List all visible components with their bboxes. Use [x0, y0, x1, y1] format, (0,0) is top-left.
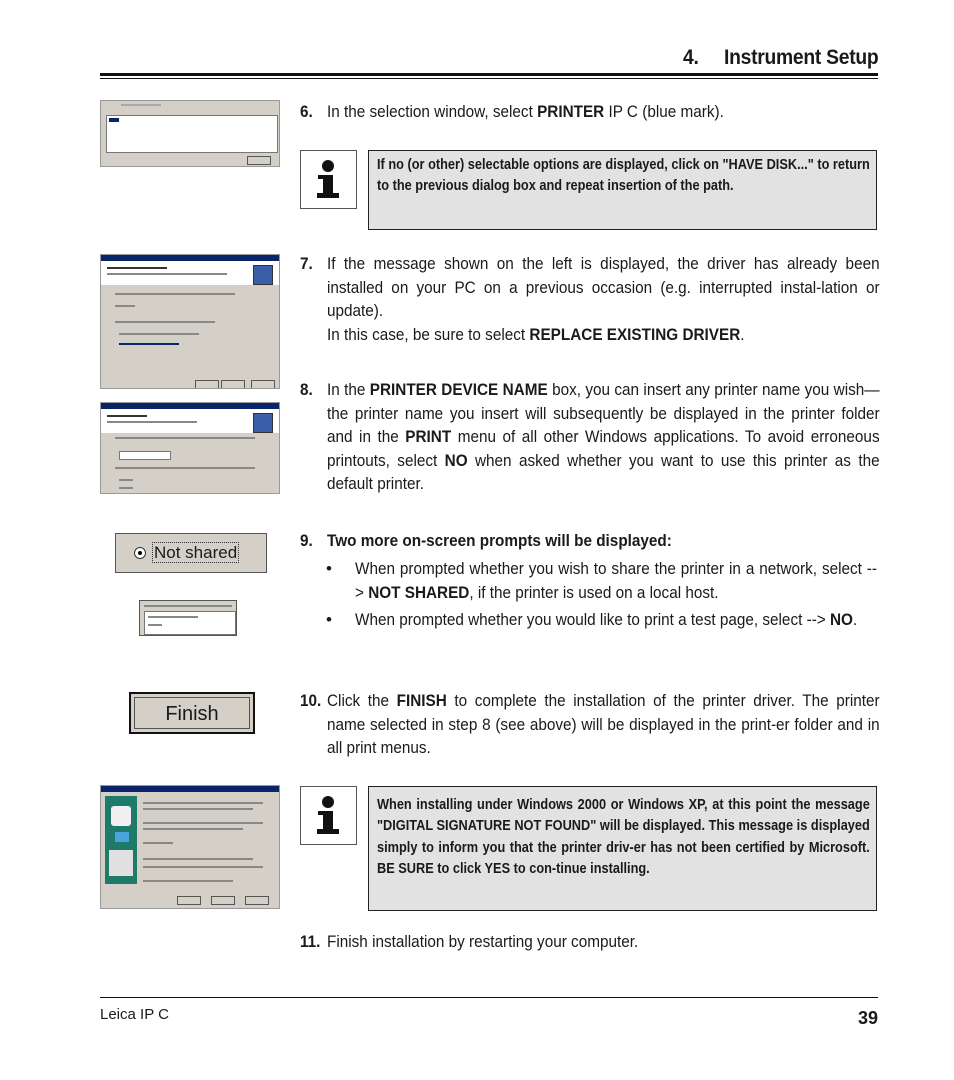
- step-text: IP C (blue mark).: [604, 102, 724, 121]
- step-text: When prompted whether you would like to print a test page, select -->: [355, 610, 830, 629]
- step-keyword: PRINTER DEVICE NAME: [369, 380, 548, 399]
- step-keyword: PRINT: [405, 427, 452, 446]
- step-text: , if the printer is used on a local host.: [469, 582, 719, 602]
- info-icon: [300, 786, 357, 845]
- note-text: When installing under Windows 2000 or Windows XP, at this point the message "DIGITAL SIGNATURE NOT FOUND" will be displayed. This message is displayed simply to inform you that the printer driv-er has not been certified by Microsoft. BE SURE to click YES to con-tinue installing.: [377, 797, 870, 877]
- page-number: 39: [857, 1008, 878, 1028]
- step-number: 10.: [300, 691, 322, 710]
- step-number: 11.: [300, 932, 321, 951]
- step-7: [300, 252, 880, 346]
- note-text: If no (or other) selectable options are displayed, click on "HAVE DISK..." to return to the previous dialog box and repeat insertion of the path.: [377, 157, 870, 195]
- step-number: 6.: [300, 102, 313, 121]
- finish-button-screenshot: [129, 692, 255, 734]
- step-text: In this case, be sure to select: [327, 324, 530, 344]
- bullet-item: [355, 608, 877, 632]
- step-keyword: PRINTER: [537, 102, 605, 121]
- step-text: In the: [327, 380, 370, 399]
- step-text: If the message shown on the left is displayed, the driver has already been installed on your PC on a previous occasion (e.g. interrupted instal-lation or update).: [327, 254, 880, 320]
- test-page-screenshot: [139, 600, 237, 636]
- step-number: 9.: [300, 531, 313, 550]
- step-text: box, you can insert any printer name you wish—the printer name you insert will subsequently be displayed in the printer folder and in the: [327, 380, 880, 446]
- digital-signature-screenshot: [100, 785, 280, 909]
- step-text: When prompted whether you wish to share the printer in a network, select -->: [355, 559, 877, 602]
- step-text: Finish installation by restarting your computer.: [327, 932, 639, 951]
- existing-driver-screenshot: [100, 254, 280, 389]
- step-text: menu of all other Windows applications. To avoid erroneous printouts, select: [327, 427, 880, 470]
- footer-product-name: Leica IP C: [100, 1006, 169, 1023]
- step-number: 8.: [300, 380, 313, 399]
- note-box: [368, 786, 877, 911]
- header-rule-thick: [100, 73, 878, 76]
- step-9: [300, 529, 880, 553]
- info-icon: [300, 150, 357, 209]
- footer-rule: [100, 997, 878, 998]
- step-text: to complete the installation of the printer driver. The printer name selected in step 8 (see above) will be displayed in the print-er folder and in all print menus.: [327, 691, 880, 757]
- step-number: 7.: [300, 254, 313, 273]
- section-title: 4. Instrument Setup: [682, 46, 878, 69]
- step-10: [300, 689, 880, 760]
- finish-label: Finish: [165, 703, 219, 725]
- step-text: when asked whether you want to use this printer as the default printer.: [327, 450, 880, 493]
- step-8: [300, 378, 880, 496]
- bullet-glyph: •: [326, 610, 332, 629]
- step-keyword: FINISH: [396, 691, 447, 710]
- step-text: .: [852, 610, 858, 629]
- step-6: [300, 100, 880, 124]
- step-11: [300, 930, 880, 954]
- step-heading: Two more on-screen prompts will be displayed:: [327, 531, 672, 550]
- step-keyword: NO: [829, 610, 853, 629]
- step-text: Click the: [327, 691, 397, 710]
- note-box: [368, 150, 877, 230]
- step-text: .: [740, 324, 745, 344]
- not-shared-radio-screenshot: [115, 533, 267, 573]
- radio-selected-icon: [134, 547, 146, 559]
- bullet-item: [355, 557, 877, 604]
- step-keyword: NO: [444, 450, 468, 470]
- printer-name-screenshot: [100, 402, 280, 494]
- step-keyword: NOT SHARED: [368, 582, 470, 602]
- not-shared-label: Not shared: [154, 543, 238, 562]
- header-rule-thin: [100, 78, 878, 79]
- step-keyword: REPLACE EXISTING DRIVER: [529, 324, 741, 344]
- step-text: In the selection window, select: [327, 102, 538, 121]
- selection-window-screenshot: [100, 100, 280, 167]
- bullet-glyph: •: [326, 559, 332, 578]
